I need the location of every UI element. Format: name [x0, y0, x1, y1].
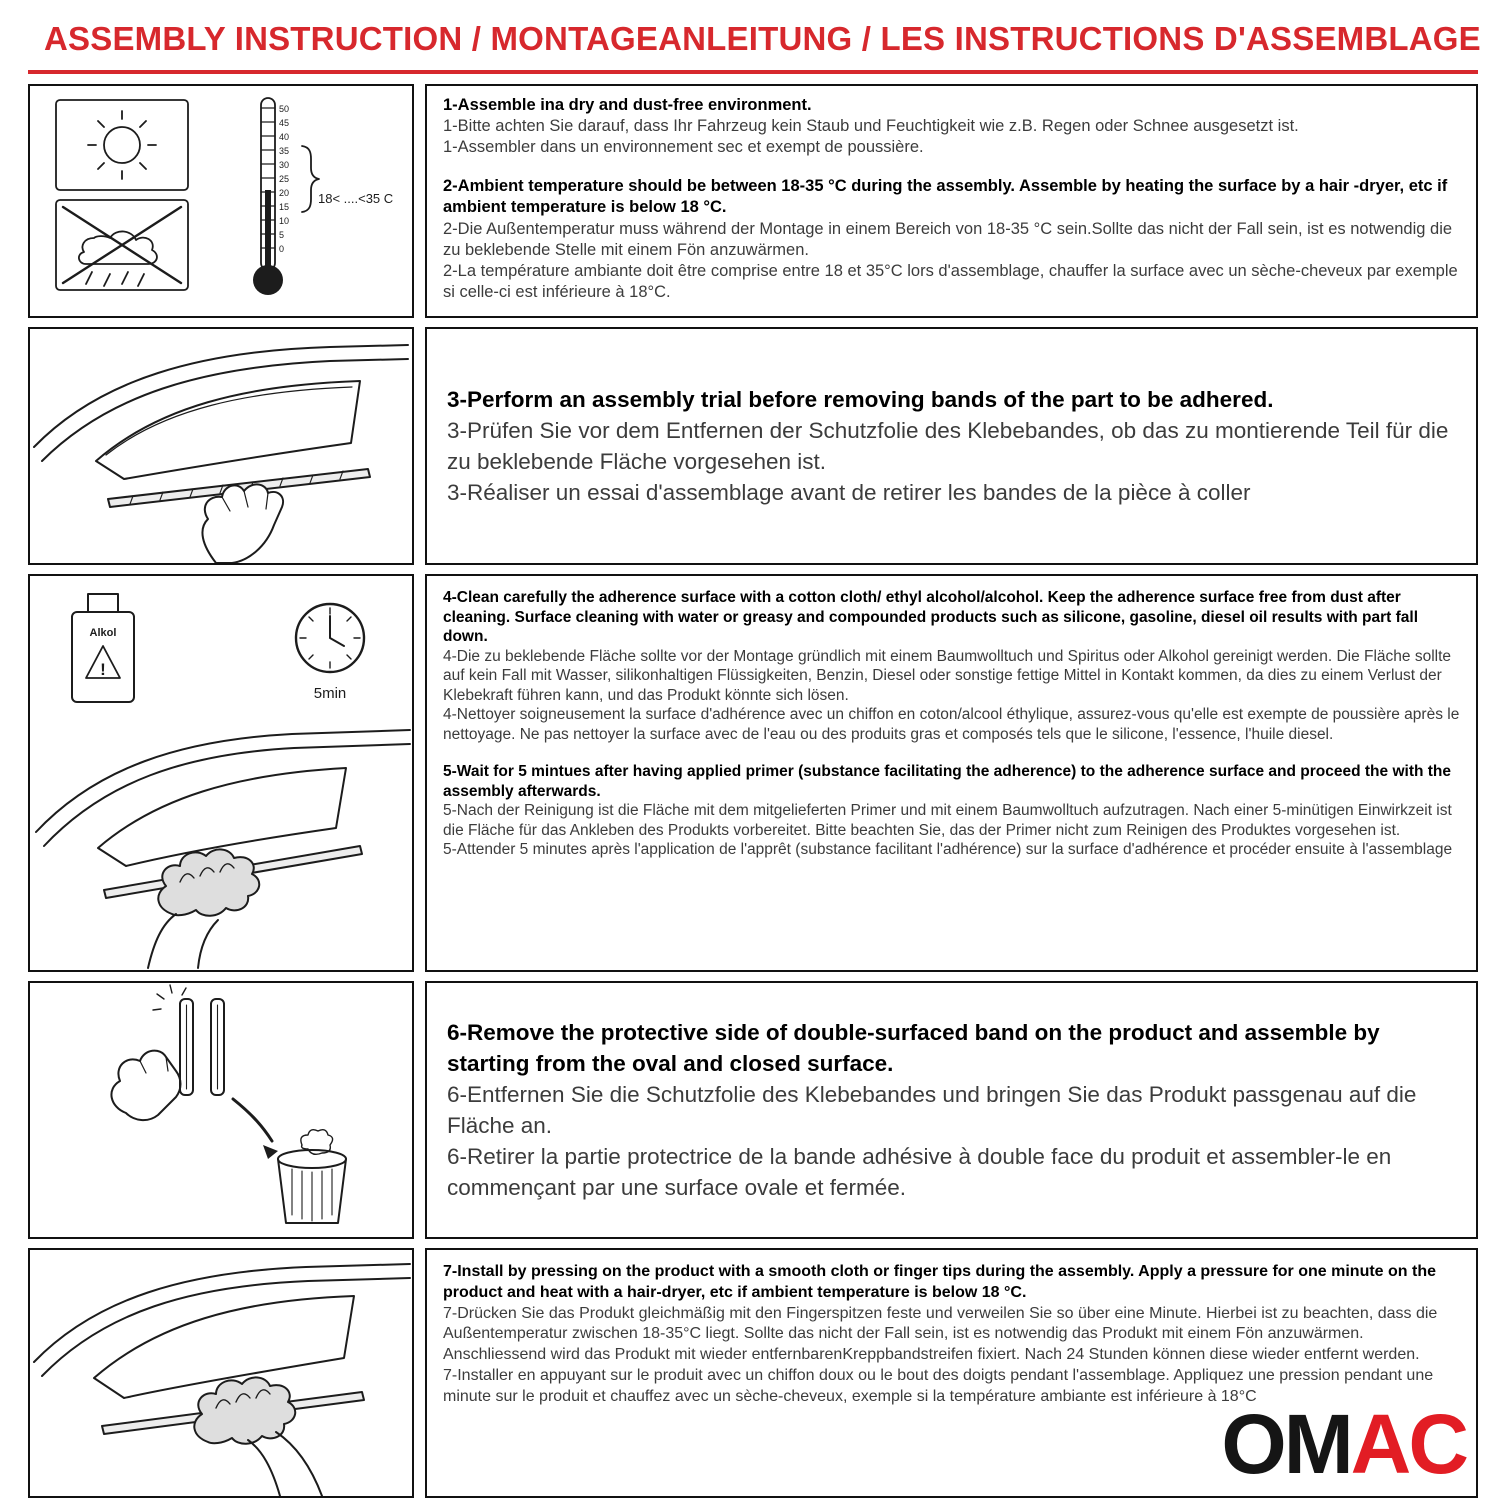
assembly-trial-illustration: [28, 327, 414, 565]
alcohol-label: Alkol: [89, 627, 117, 639]
arrow-icon: [233, 1099, 272, 1141]
instruction-6-de: 6-Entfernen Sie die Schutzfolie des Klebebandes und bringen Sie das Produkt passgenau auf die Fläche an.: [447, 1081, 1417, 1138]
section-environment-temperature: [28, 84, 1478, 318]
arm-lines: [248, 1432, 322, 1496]
instructions-text-4-5: [425, 574, 1478, 972]
range-brace: [302, 146, 319, 212]
svg-text:50: 50: [279, 104, 290, 114]
svg-text:20: 20: [279, 188, 290, 198]
svg-text:15: 15: [279, 202, 290, 212]
thermometer-scale: [279, 104, 289, 254]
instruction-5-en: 5-Wait for 5 mintues after having applied primer (substance facilitating the adherence) to the adherence surface and proceed the with the assembly afterwards.: [443, 763, 1451, 800]
omac-logo-red: AC: [1350, 1397, 1466, 1491]
sun-icon: [56, 100, 188, 190]
instruction-4-de: 4-Die zu beklebende Fläche sollte vor der Montage gründlich mit einem Baumwolltuch und Spiritus oder Alkohol gereinigt werden. Die Fläche sollte auf kein Fall mit Wasser, silikonhaltigen Flüssigkeiten, Benzin, Diesel oder sonstige fettige Mittel in Kontakt kommen, da dies zu einem Verlust der Klebekraft führen kann, und das Produkt könnte sich lösen.: [443, 647, 1452, 704]
instructions-text-3: [425, 327, 1478, 565]
install-press-illustration: [28, 1248, 414, 1498]
instruction-1-de: 1-Bitte achten Sie darauf, dass Ihr Fahrzeug kein Staub und Feuchtigkeit wie z.B. Regen oder Schnee ausgesetzt ist.: [443, 117, 1299, 136]
car-window-sketch: [34, 345, 408, 479]
instruction-6-fr: 6-Retirer la partie protectrice de la bande adhésive à double face du produit et assembler-le en commençant par une surface ovale et fermée.: [447, 1144, 1392, 1201]
svg-text:40: 40: [279, 132, 290, 142]
instruction-2-de: 2-Die Außentemperatur muss während der Montage in einem Bereich von 18-35 °C sein.Sollte das nicht der Fall sein, ist es notwendig die zu beklebende Stelle mit einem Fön anzuwärmen.: [443, 219, 1453, 259]
svg-text:25: 25: [279, 174, 290, 184]
thermometer-mercury: [265, 190, 271, 276]
section-assembly-trial: [28, 327, 1478, 565]
instruction-4-fr: 4-Nettoyer soigneusement la surface d'adhérence avec un chiffon en coton/alcool éthylique, assurez-vous qu'elle est exempte de poussière après le nettoyage. Ne pas nettoyer la surface avec de l'eau ou des produits gras et composés tels que le silicone, l'essence, l'huile diesel.: [443, 706, 1460, 743]
temperature-range-label: 18< ....<35 C: [318, 191, 394, 206]
trash-can-icon: [278, 1130, 346, 1223]
hand-icon: [111, 1051, 180, 1120]
remove-band-illustration: [28, 981, 414, 1239]
no-rain-icon: [56, 200, 188, 290]
hand-icon: [202, 484, 283, 563]
instruction-3-en: 3-Perform an assembly trial before removing bands of the part to be adhered.: [447, 386, 1274, 412]
instructions-text-6: [425, 981, 1478, 1239]
section-cleaning-primer: [28, 574, 1478, 972]
warning-mark: !: [100, 660, 106, 679]
instruction-3-fr: 3-Réaliser un essai d'assemblage avant de retirer les bandes de la pièce à coller: [447, 480, 1251, 506]
svg-text:45: 45: [279, 118, 290, 128]
arm-lines: [148, 914, 218, 968]
instruction-1-fr: 1-Assembler dans un environnement sec et exempt de poussière.: [443, 138, 924, 157]
instruction-6-en: 6-Remove the protective side of double-surfaced band on the product and assemble by starting from the oval and closed surface.: [447, 1019, 1380, 1076]
omac-logo-black: OM: [1221, 1397, 1351, 1491]
instruction-4-en: 4-Clean carefully the adherence surface with a cotton cloth/ ethyl alcohol/alcohol. Keep the adherence surface free from dust after cleaning. Surface cleaning with water or greasy and compounded products such as silicone, gasoline, diesel oil results with part fall down.: [443, 589, 1419, 646]
instruction-1-en: 1-Assemble ina dry and dust-free environment.: [443, 96, 812, 114]
instructions-text-1-2: [425, 84, 1478, 318]
instruction-5-de: 5-Nach der Reinigung ist die Fläche mit dem mitgelieferten Primer und mit einem Baumwolltuch aufzutragen. Nach einer 5-minütigen Einwirkzeit ist die Fläche für das Ankleben des Produkts vorbereitet. Bitte beachten Sie, das der Primer nicht zum Reinigen des Produktes vorgesehen ist.: [443, 802, 1452, 839]
section-remove-band: [28, 981, 1478, 1239]
environment-temperature-illustration: [28, 84, 414, 318]
instruction-2-fr: 2-La température ambiante doit être comprise entre 18 et 35°C lors d'assemblage, chauffer la surface avec un sèche-cheveux par exemple si celle-ci est inférieure à 18°C.: [443, 261, 1458, 301]
clock-icon: [296, 604, 364, 672]
clock-label: 5min: [313, 685, 347, 702]
alcohol-bottle-icon: [72, 594, 134, 702]
svg-text:35: 35: [279, 146, 290, 156]
arrow-head: [263, 1145, 278, 1159]
instruction-rows: [28, 84, 1478, 1498]
instruction-7-en: 7-Install by pressing on the product with a smooth cloth or finger tips during the assembly. Apply a pressure for one minute on the product and heat with a hair-dryer, etc if ambient temperature is below 18 °C.: [443, 1263, 1436, 1301]
instruction-7-de: 7-Drücken Sie das Produkt gleichmäßig mit den Fingerspitzen feste und verweilen Sie so über eine Minute. Hierbei ist zu beachten, dass die Außentemperatur zwischen 18-35°C liegt. Sollte das nicht der Fall sein, ist es notwendig das Produkt mit einem Fön anzuwärmen. Anschliessend wird das Produkt mit wieder entfernbarenKreppbandstreifen fixiert. Nach 24 Stunden können diese wieder entfernt werden.: [443, 1304, 1438, 1364]
car-window-sketch: [34, 1264, 410, 1398]
instruction-3-de: 3-Prüfen Sie vor dem Entfernen der Schutzfolie des Klebebandes, ob das zu montierende Teil für die zu beklebende Fläche vorgesehen ist.: [447, 417, 1449, 474]
cleaning-primer-illustration: [28, 574, 414, 972]
svg-text:5: 5: [279, 230, 285, 240]
instruction-7-fr: 7-Installer en appuyant sur le produit avec un chiffon doux ou le bout des doigts pendant l'assemblage. Appliquez une pression pendant une minute sur le produit et chauffez avec un sèche-cheveux, exemple si la température ambiante est inférieure à 18°C: [443, 1366, 1434, 1405]
car-window-sketch: [36, 730, 410, 866]
svg-text:0: 0: [279, 244, 285, 254]
instruction-5-fr: 5-Attender 5 minutes après l'application de l'apprêt (substance facilitant l'adhérence) sur la surface d'adhérence et procéder ensuite à l'assemblage: [443, 841, 1453, 859]
svg-text:10: 10: [279, 216, 290, 226]
instruction-2-en: 2-Ambient temperature should be between 18-35 °C during the assembly. Assemble by heating the surface by a hair -dryer, etc if ambient temperature is below 18 °C.: [443, 177, 1448, 217]
cloth-icon: [158, 849, 259, 915]
page-title: ASSEMBLY INSTRUCTION / MONTAGEANLEITUNG / LES INSTRUCTIONS D'ASSEMBLAGE: [28, 10, 1478, 74]
svg-text:30: 30: [279, 160, 290, 170]
omac-logo: [1221, 1397, 1466, 1491]
